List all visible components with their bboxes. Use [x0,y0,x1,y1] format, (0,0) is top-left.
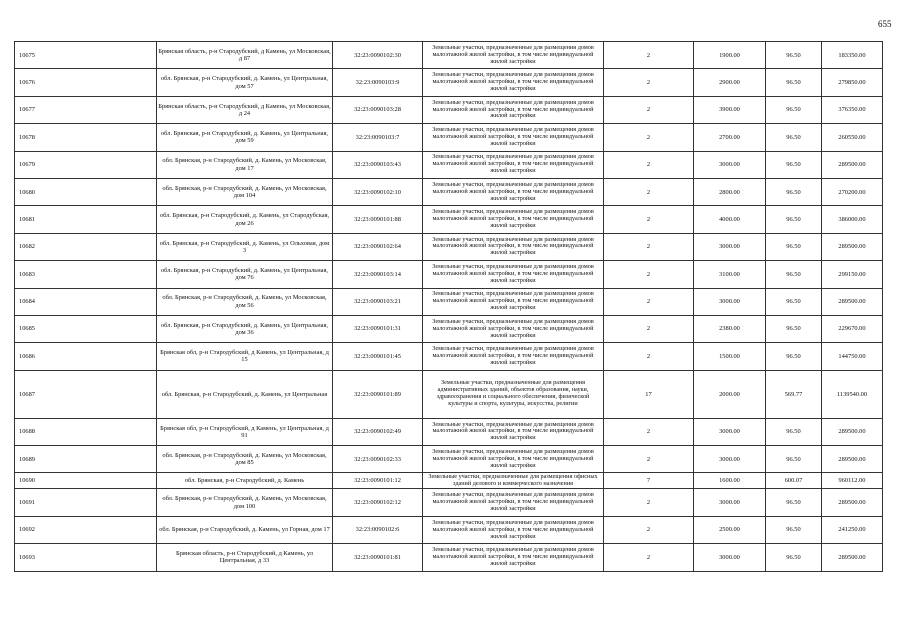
table-row [15,489,883,516]
cell-address: обл. Брянская, р-н Стародубский, д. Камень, ул Центральная, дом 57 [157,69,333,96]
cell-land-use: Земельные участки, предназначенные для размещения домов малоэтажной жилой застройки, в том числе индивидуальной жилой застройки [423,96,604,123]
cell-area: 1500.00 [694,343,766,370]
table-row [15,516,883,543]
cell-cadastral-value: 289500.00 [822,233,883,260]
cell-address: обл. Брянская, р-н Стародубский, д. Камень, ул Центральная, дом 36 [157,315,333,342]
cell-address: обл. Брянская, р-н Стародубский, д. Камень, ул Московская, дом 100 [157,489,333,516]
cell-specific-value: 96.50 [766,489,822,516]
cell-specific-value: 96.50 [766,69,822,96]
cell-cadastral-value: 229670.00 [822,315,883,342]
table-row [15,96,883,123]
cell-area: 2700.00 [694,124,766,151]
cell-cadastral-value: 279850.00 [822,69,883,96]
cell-address: обл. Брянская, р-н Стародубский, д. Камень, ул Центральная [157,370,333,418]
cell-id: 10689 [15,446,157,473]
cell-use-code: 2 [604,261,694,288]
cell-area: 2500.00 [694,516,766,543]
cell-cadastral-number: 32:23:0090102:49 [333,418,423,445]
table-row [15,544,883,571]
page-number: 655 [878,19,892,29]
cell-specific-value: 96.50 [766,233,822,260]
cell-cadastral-value: 386000.00 [822,206,883,233]
cell-id: 10685 [15,315,157,342]
cell-specific-value: 96.50 [766,343,822,370]
cell-cadastral-value: 144750.00 [822,343,883,370]
cell-id: 10692 [15,516,157,543]
cell-area: 3000.00 [694,233,766,260]
cell-land-use: Земельные участки, предназначенные для размещения домов малоэтажной жилой застройки, в том числе индивидуальной жилой застройки [423,288,604,315]
table-row [15,124,883,151]
cell-land-use: Земельные участки, предназначенные для размещения домов малоэтажной жилой застройки, в том числе индивидуальной жилой застройки [423,261,604,288]
cell-address: обл. Брянская, р-н Стародубский, д. Камень, ул Центральная, дом 59 [157,124,333,151]
cell-land-use: Земельные участки, предназначенные для размещения домов малоэтажной жилой застройки, в том числе индивидуальной жилой застройки [423,343,604,370]
cell-cadastral-number: 32:23:0090103:14 [333,261,423,288]
cell-cadastral-number: 32:23:0090102:6 [333,516,423,543]
cell-address: Брянская обл, р-н Стародубский, д Камень, ул Центральная, д 15 [157,343,333,370]
cell-id: 10675 [15,42,157,69]
cell-cadastral-value: 289500.00 [822,288,883,315]
cell-use-code: 2 [604,544,694,571]
cell-id: 10680 [15,178,157,205]
cell-use-code: 2 [604,206,694,233]
cell-use-code: 2 [604,516,694,543]
cell-use-code: 2 [604,233,694,260]
cell-address: Брянская область, р-н Стародубский, д Камень, ул Московская, д 87 [157,42,333,69]
cell-use-code: 17 [604,370,694,418]
cell-cadastral-number: 32:23:0090103:9 [333,69,423,96]
cell-id: 10683 [15,261,157,288]
cell-use-code: 2 [604,418,694,445]
cell-cadastral-number: 32:23:0090101:88 [333,206,423,233]
cell-specific-value: 96.50 [766,544,822,571]
cell-area: 3000.00 [694,418,766,445]
cell-use-code: 2 [604,489,694,516]
cell-cadastral-value: 289500.00 [822,544,883,571]
cell-use-code: 2 [604,288,694,315]
cell-cadastral-value: 241250.00 [822,516,883,543]
cell-land-use: Земельные участки, предназначенные для размещения домов малоэтажной жилой застройки, в том числе индивидуальной жилой застройки [423,206,604,233]
cell-cadastral-number: 32:23:0090102:33 [333,446,423,473]
cell-cadastral-number: 32:23:0090102:30 [333,42,423,69]
cell-use-code: 7 [604,473,694,489]
table-row [15,206,883,233]
cell-address: Брянская область, р-н Стародубский, д Камень, ул Центральная, д 33 [157,544,333,571]
cell-use-code: 2 [604,446,694,473]
cell-cadastral-number: 32:23:0090103:43 [333,151,423,178]
cell-cadastral-value: 183350.00 [822,42,883,69]
cell-use-code: 2 [604,315,694,342]
cell-cadastral-number: 32:23:0090102:12 [333,489,423,516]
cell-area: 2900.00 [694,69,766,96]
cell-specific-value: 96.50 [766,42,822,69]
cell-land-use: Земельные участки, предназначенные для размещения домов малоэтажной жилой застройки, в том числе индивидуальной жилой застройки [423,233,604,260]
cell-address: обл. Брянская, р-н Стародубский, д. Камень, ул Центральная, дом 76 [157,261,333,288]
cell-address: обл. Брянская, р-н Стародубский, д. Камень, ул Горная, дом 17 [157,516,333,543]
cell-area: 3000.00 [694,489,766,516]
cell-land-use: Земельные участки, предназначенные для размещения домов малоэтажной жилой застройки, в том числе индивидуальной жилой застройки [423,69,604,96]
cell-id: 10688 [15,418,157,445]
cell-address: обл. Брянская, р-н Стародубский, д. Камень, ул Московская, дом 104 [157,178,333,205]
cell-cadastral-number: 32:23:0090103:21 [333,288,423,315]
cell-use-code: 2 [604,178,694,205]
cell-land-use: Земельные участки, предназначенные для размещения домов малоэтажной жилой застройки, в том числе индивидуальной жилой застройки [423,124,604,151]
cell-cadastral-number: 32:23:0090101:12 [333,473,423,489]
table-row [15,343,883,370]
cell-cadastral-number: 32:23:0090102:64 [333,233,423,260]
cell-id: 10690 [15,473,157,489]
cell-area: 3000.00 [694,151,766,178]
table-row [15,151,883,178]
cell-cadastral-number: 32:23:0090101:45 [333,343,423,370]
cell-address: Брянская обл, р-н Стародубский, д Камень, ул Центральная, д 91 [157,418,333,445]
table-body [15,42,883,572]
cell-land-use: Земельные участки, предназначенные для размещения домов малоэтажной жилой застройки, в том числе индивидуальной жилой застройки [423,151,604,178]
cell-id: 10684 [15,288,157,315]
table-row [15,42,883,69]
cell-cadastral-number: 32:23:0090103:7 [333,124,423,151]
cell-id: 10687 [15,370,157,418]
cell-cadastral-value: 289500.00 [822,446,883,473]
table-row [15,233,883,260]
cell-land-use: Земельные участки, предназначенные для размещения домов малоэтажной жилой застройки, в том числе индивидуальной жилой застройки [423,418,604,445]
cell-area: 1900.00 [694,42,766,69]
cell-use-code: 2 [604,151,694,178]
cell-specific-value: 96.50 [766,418,822,445]
cell-land-use: Земельные участки, предназначенные для размещения административных зданий, объектов образования, науки, здравоохранения и социального обеспечения, физической культуры и спорта, культуры, искусства, религии [423,370,604,418]
cell-area: 2380.00 [694,315,766,342]
cell-specific-value: 96.50 [766,96,822,123]
cell-specific-value: 96.50 [766,151,822,178]
cell-id: 10681 [15,206,157,233]
cell-land-use: Земельные участки, предназначенные для размещения домов малоэтажной жилой застройки, в том числе индивидуальной жилой застройки [423,42,604,69]
cell-id: 10691 [15,489,157,516]
table-row [15,69,883,96]
cell-area: 1600.00 [694,473,766,489]
cell-address: обл. Брянская, р-н Стародубский, д. Камень, ул Ольховая, дом 3 [157,233,333,260]
cell-specific-value: 96.50 [766,288,822,315]
table-row [15,288,883,315]
table-row [15,178,883,205]
cell-cadastral-number: 32:23:0090102:10 [333,178,423,205]
cell-id: 10686 [15,343,157,370]
cell-cadastral-value: 299150.00 [822,261,883,288]
cell-cadastral-value: 376350.00 [822,96,883,123]
cell-cadastral-value: 1139540.00 [822,370,883,418]
cell-address: обл. Брянская, р-н Стародубский, д. Камень, ул Московская, дом 17 [157,151,333,178]
cell-area: 3900.00 [694,96,766,123]
cell-specific-value: 96.50 [766,315,822,342]
table-row [15,446,883,473]
cell-address: обл. Брянская, р-н Стародубский, д. Камень [157,473,333,489]
cell-id: 10693 [15,544,157,571]
cadastral-value-table [14,41,883,572]
cell-area: 3000.00 [694,288,766,315]
cell-land-use: Земельные участки, предназначенные для размещения офисных зданий делового и коммерческого назначения [423,473,604,489]
cell-id: 10677 [15,96,157,123]
cell-specific-value: 96.50 [766,261,822,288]
cell-address: Брянская область, р-н Стародубский, д Камень, ул Московская, д 24 [157,96,333,123]
cell-use-code: 2 [604,69,694,96]
cell-area: 3000.00 [694,544,766,571]
cell-specific-value: 96.50 [766,516,822,543]
cell-cadastral-value: 289500.00 [822,489,883,516]
table-row [15,261,883,288]
cell-cadastral-value: 270200.00 [822,178,883,205]
cell-cadastral-number: 32:23:0090103:28 [333,96,423,123]
cell-area: 3000.00 [694,446,766,473]
cell-cadastral-number: 32:23:0090101:31 [333,315,423,342]
table-row [15,473,883,489]
cell-use-code: 2 [604,96,694,123]
cell-cadastral-number: 32:23:0090101:81 [333,544,423,571]
cell-specific-value: 569.77 [766,370,822,418]
cell-id: 10682 [15,233,157,260]
cell-id: 10678 [15,124,157,151]
table-row [15,370,883,418]
cell-use-code: 2 [604,124,694,151]
cell-land-use: Земельные участки, предназначенные для размещения домов малоэтажной жилой застройки, в том числе индивидуальной жилой застройки [423,544,604,571]
cell-land-use: Земельные участки, предназначенные для размещения домов малоэтажной жилой застройки, в том числе индивидуальной жилой застройки [423,178,604,205]
cell-area: 2000.00 [694,370,766,418]
cell-area: 2800.00 [694,178,766,205]
cell-land-use: Земельные участки, предназначенные для размещения домов малоэтажной жилой застройки, в том числе индивидуальной жилой застройки [423,446,604,473]
cell-cadastral-value: 260550.00 [822,124,883,151]
cell-use-code: 2 [604,343,694,370]
cell-specific-value: 600.07 [766,473,822,489]
cell-use-code: 2 [604,42,694,69]
cell-cadastral-value: 289500.00 [822,418,883,445]
cell-specific-value: 96.50 [766,124,822,151]
cell-id: 10676 [15,69,157,96]
cell-id: 10679 [15,151,157,178]
cell-land-use: Земельные участки, предназначенные для размещения домов малоэтажной жилой застройки, в том числе индивидуальной жилой застройки [423,315,604,342]
cell-specific-value: 96.50 [766,178,822,205]
cell-cadastral-value: 289500.00 [822,151,883,178]
table-row [15,315,883,342]
cell-area: 4000.00 [694,206,766,233]
table-row [15,418,883,445]
cell-land-use: Земельные участки, предназначенные для размещения домов малоэтажной жилой застройки, в том числе индивидуальной жилой застройки [423,489,604,516]
cell-address: обл. Брянская, р-н Стародубский, д. Камень, ул Стародубская, дом 26 [157,206,333,233]
cell-land-use: Земельные участки, предназначенные для размещения домов малоэтажной жилой застройки, в том числе индивидуальной жилой застройки [423,516,604,543]
cell-specific-value: 96.50 [766,446,822,473]
cell-cadastral-value: 960112.00 [822,473,883,489]
cell-address: обл. Брянская, р-н Стародубский, д. Камень, ул Московская, дом 85 [157,446,333,473]
cell-specific-value: 96.50 [766,206,822,233]
cell-area: 3100.00 [694,261,766,288]
cell-address: обл. Брянская, р-н Стародубский, д. Камень, ул Московская, дом 56 [157,288,333,315]
cell-cadastral-number: 32:23:0090101:89 [333,370,423,418]
